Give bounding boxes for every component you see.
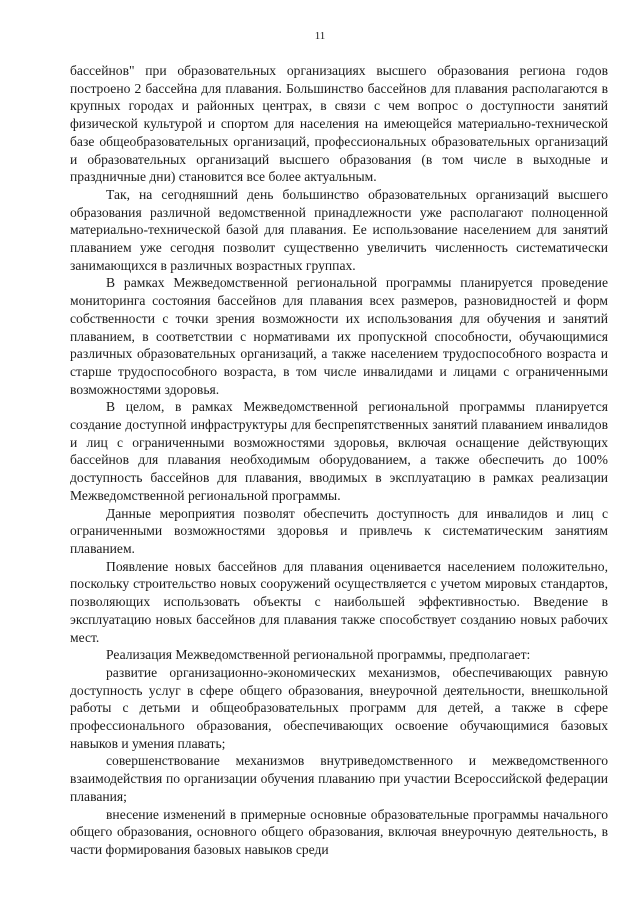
paragraph: бассейнов" при образовательных организациях высшего образования региона годов построено 2 бассейна для плавания. Большинство бассейнов для плавания располагаются в крупных городах и районных центрах, в связи с чем вопрос о доступности занятий физической культурой и спортом для населения на имеющейся материально-технической базе общеобразовательных организаций, профессиональных образовательных организаций и образовательных организаций высшего образования (в том числе в выходные и праздничные дни) становится все более актуальным. bbox=[70, 63, 608, 185]
page-number: 11 bbox=[314, 30, 326, 42]
paragraph: Данные мероприятия позволят обеспечить доступность для инвалидов и лиц с ограниченными возможностями здоровья и привлечь к систематическим занятиям плаванием. bbox=[70, 505, 608, 556]
paragraph: Реализация Межведомственной региональной программы, предполагает: bbox=[106, 647, 531, 663]
paragraph: В рамках Межведомственной региональной программы планируется проведение мониторинга состояния бассейнов для плавания всех размеров, разновидностей и форм собственности с точки зрения возможности их использования для обучения и занятий плаванием, в соответствии с нормативами их пропускной способности, обучающимися различных образовательных организаций, а также населением трудоспособного возраста и старше трудоспособного возраста, в том числе инвалидами и лицами с ограниченными возможностями здоровья. bbox=[70, 275, 608, 397]
paragraph: Появление новых бассейнов для плавания оценивается населением положительно, поскольку строительство новых сооружений осуществляется с учетом мировых стандартов, позволяющих использовать объекты с наибольшей эффективностью. Введение в эксплуатацию новых бассейнов для плавания также способствует созданию новых рабочих мест. bbox=[70, 558, 608, 645]
paragraph: Так, на сегодняшний день большинство образовательных организаций высшего образования различной ведомственной принадлежности уже располагают полноценной материально-технической базой для плавания. Ее использование населением для занятий плаванием уже сегодня позволит существенно увеличить численность систематически занимающихся в различных возрастных группах. bbox=[70, 186, 608, 273]
paragraph: В целом, в рамках Межведомственной региональной программы планируется создание доступной инфраструктуры для беспрепятственных занятий плаванием инвалидов и лиц с ограниченными возможностями здоровья, включая оснащение действующих бассейнов для плавания необходимым оборудованием, а также обеспечить до 100% доступность бассейнов для плавания, вводимых в эксплуатацию в рамках реализации Межведомственной региональной программы. bbox=[70, 399, 608, 503]
list-item: развитие организационно-экономических механизмов, обеспечивающих равную доступность услуг в сфере общего образования, внеурочной деятельности, внешкольной работы с детьми и общеобразовательных программ для детей, а также в сфере профессионального образования, обеспечивающих освоение обучающимися базовых навыков и умения плавать; bbox=[70, 664, 608, 751]
list-item: внесение изменений в примерные основные образовательные программы начального общего образования, основного общего образования, включая внеурочную деятельность, в части формирования базовых навыков среди bbox=[70, 806, 608, 857]
list-item: совершенствование механизмов внутриведомственного и межведомственного взаимодействия по организации обучения плаванию при участии Всероссийской федерации плавания; bbox=[70, 753, 608, 804]
document-body bbox=[70, 62, 608, 859]
